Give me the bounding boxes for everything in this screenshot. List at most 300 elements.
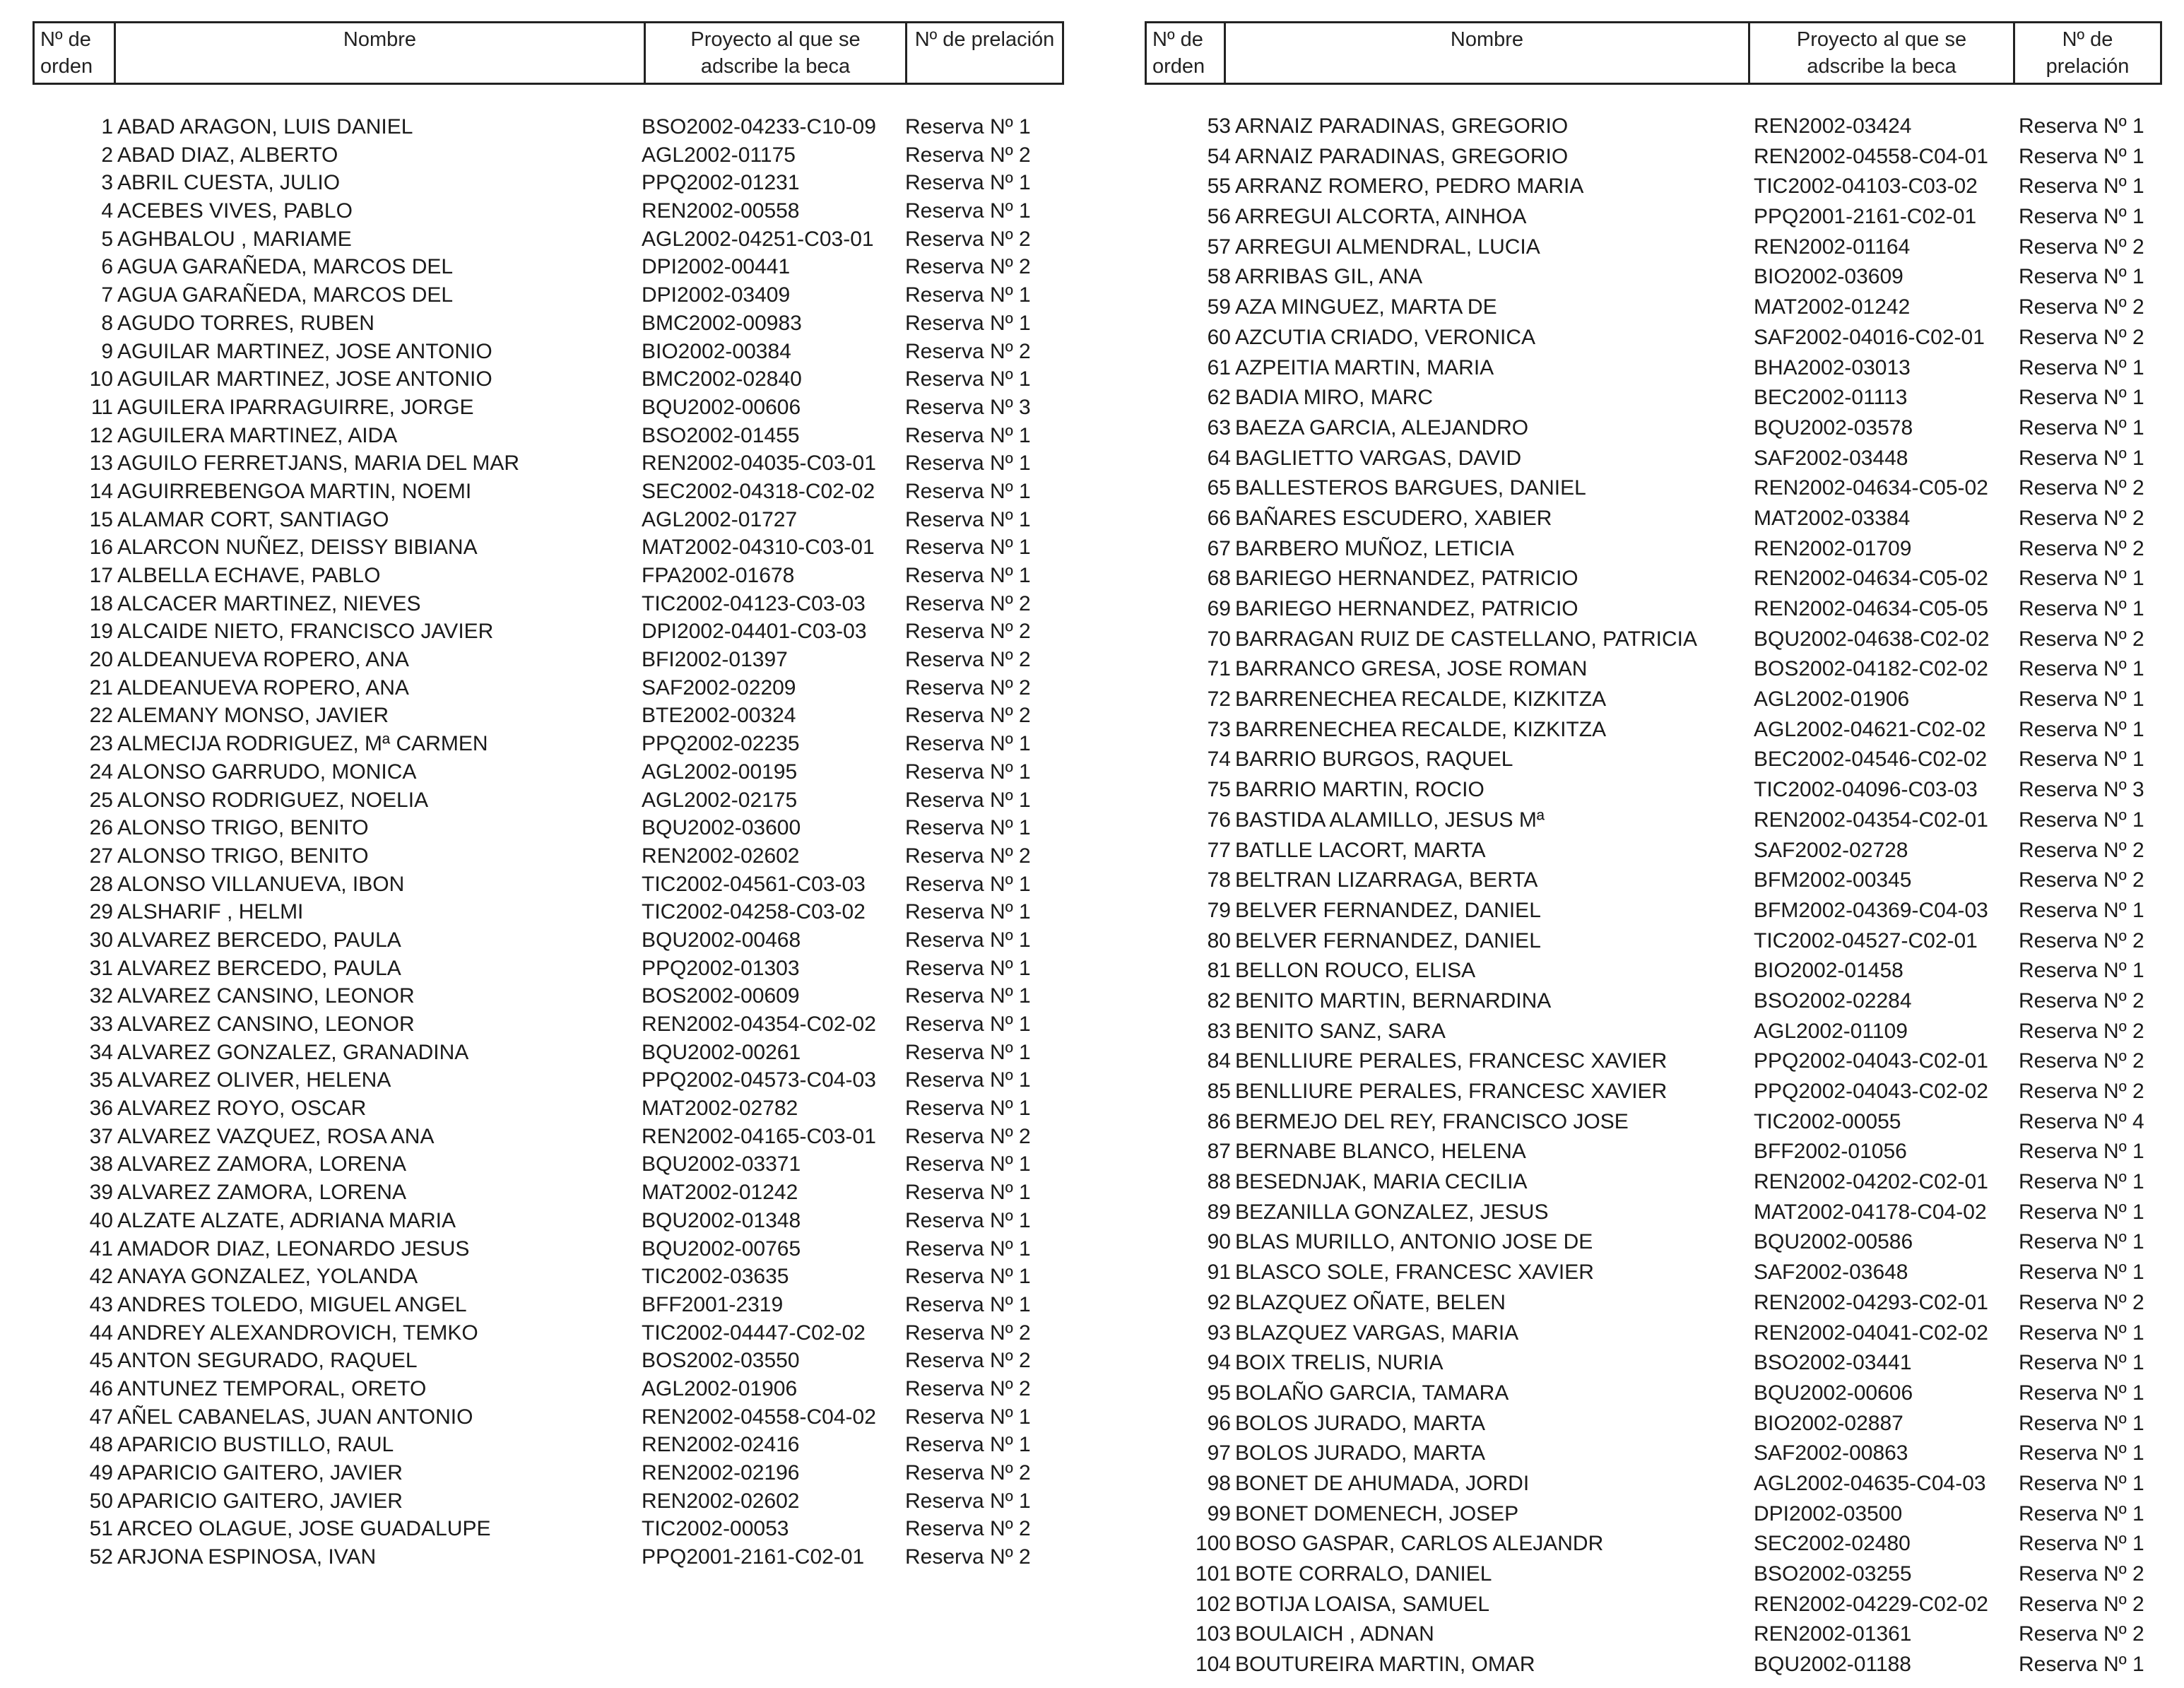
row-prelacion: Reserva Nº 1 [2019,717,2144,741]
row-prelacion: Reserva Nº 1 [905,451,1031,476]
row-name: BELVER FERNANDEZ, DANIEL [1235,898,1541,922]
row-name: ALVAREZ ZAMORA, LORENA [117,1152,406,1176]
row-name: BARIEGO HERNANDEZ, PATRICIO [1235,597,1578,620]
table-row [33,1375,1064,1403]
row-project: AGL2002-01175 [642,143,796,167]
row-project: MAT2002-01242 [642,1181,798,1205]
row-prelacion: Reserva Nº 3 [905,395,1031,419]
table-row [33,1123,1064,1151]
row-name: APARICIO BUSTILLO, RAUL [117,1433,394,1457]
row-prelacion: Reserva Nº 2 [905,1545,1031,1569]
row-number: 17 [89,564,113,587]
table-row [1145,1318,2162,1349]
row-number: 10 [89,367,113,391]
right-column [1145,21,2162,1680]
row-project: REN2002-00558 [642,199,800,223]
row-name: ALVAREZ VAZQUEZ, ROSA ANA [117,1124,435,1148]
table-row [1145,262,2162,293]
row-name: ANTON SEGURADO, RAQUEL [117,1349,418,1373]
row-prelacion: Reserva Nº 2 [2019,506,2144,530]
table-row [33,1066,1064,1094]
row-project: TIC2002-04258-C03-02 [642,900,866,924]
row-number: 48 [89,1433,113,1457]
row-project: AGL2002-04635-C04-03 [1754,1471,1986,1495]
table-row [33,1431,1064,1459]
row-name: AZA MINGUEZ, MARTA DE [1235,295,1497,319]
row-number: 34 [89,1040,113,1064]
table-row [33,478,1064,506]
row-project: BQU2002-04638-C02-02 [1754,627,1990,651]
table-row [33,1179,1064,1207]
table-row [33,281,1064,309]
row-name: AGUA GARAÑEDA, MARCOS DEL [117,283,454,307]
row-number: 55 [1207,175,1231,199]
table-row [1145,775,2162,805]
table-row [1145,323,2162,353]
row-number: 52 [89,1545,113,1569]
table-row [33,842,1064,870]
row-number: 71 [1207,657,1231,681]
row-number: 59 [1207,295,1231,319]
row-name: ALCAIDE NIETO, FRANCISCO JAVIER [117,620,494,644]
row-prelacion: Reserva Nº 2 [905,1376,1031,1400]
row-name: ANAYA GONZALEZ, YOLANDA [117,1265,418,1289]
row-number: 82 [1207,988,1231,1013]
row-number: 95 [1207,1381,1231,1405]
row-name: BARIEGO HERNANDEZ, PATRICIO [1235,567,1578,591]
row-project: REN2002-04229-C02-02 [1754,1592,1988,1616]
row-number: 30 [89,928,113,952]
table-row [1145,1227,2162,1258]
row-number: 54 [1207,144,1231,168]
row-number: 70 [1207,627,1231,651]
table-row [33,730,1064,758]
table-row [33,1291,1064,1319]
table-row [33,1487,1064,1516]
row-prelacion: Reserva Nº 1 [905,732,1031,756]
table-row [33,113,1064,141]
table-row [1145,383,2162,413]
row-prelacion: Reserva Nº 1 [905,1181,1031,1205]
row-name: ALARCON NUÑEZ, DEISSY BIBIANA [117,536,478,560]
row-prelacion: Reserva Nº 1 [905,423,1031,447]
row-name: ARCEO OLAGUE, JOSE GUADALUPE [117,1517,491,1541]
row-prelacion: Reserva Nº 1 [905,1013,1031,1036]
row-project: DPI2002-00441 [642,255,791,279]
header-nombre: Nombre [1226,23,1750,83]
row-project: DPI2002-04401-C03-03 [642,620,867,644]
table-row [1145,625,2162,655]
row-name: ARRIBAS GIL, ANA [1235,265,1423,289]
row-project: FPA2002-01678 [642,564,795,587]
table-row [33,1207,1064,1235]
row-project: REN2002-04354-C02-01 [1754,808,1988,832]
row-prelacion: Reserva Nº 1 [2019,1501,2144,1525]
row-name: BERNABE BLANCO, HELENA [1235,1140,1526,1164]
row-project: TIC2002-04561-C03-03 [642,872,866,896]
row-prelacion: Reserva Nº 2 [2019,868,2144,892]
row-number: 89 [1207,1200,1231,1224]
row-prelacion: Reserva Nº 3 [2019,778,2144,802]
table-row [1145,805,2162,836]
row-prelacion: Reserva Nº 1 [905,1489,1031,1513]
row-number: 3 [101,171,113,195]
row-number: 38 [89,1152,113,1176]
row-prelacion: Reserva Nº 1 [2019,808,2144,832]
table-row [33,253,1064,281]
row-project: BHA2002-03013 [1754,355,1911,379]
row-number: 86 [1207,1109,1231,1133]
row-prelacion: Reserva Nº 1 [905,900,1031,924]
table-row [1145,715,2162,745]
row-name: BLAZQUEZ OÑATE, BELEN [1235,1290,1506,1314]
row-prelacion: Reserva Nº 1 [905,1068,1031,1092]
row-number: 26 [89,816,113,840]
row-prelacion: Reserva Nº 2 [905,844,1031,868]
row-prelacion: Reserva Nº 1 [905,1265,1031,1289]
row-prelacion: Reserva Nº 1 [905,199,1031,223]
row-name: BARRIO BURGOS, RAQUEL [1235,748,1513,772]
row-name: AZPEITIA MARTIN, MARIA [1235,355,1494,379]
row-name: BONET DE AHUMADA, JORDI [1235,1471,1530,1495]
row-prelacion: Reserva Nº 2 [905,591,1031,615]
row-number: 8 [101,311,113,335]
row-number: 20 [89,648,113,672]
row-name: BLASCO SOLE, FRANCESC XAVIER [1235,1261,1594,1285]
row-name: ACEBES VIVES, PABLO [117,199,353,223]
row-prelacion: Reserva Nº 2 [2019,988,2144,1013]
row-prelacion: Reserva Nº 1 [2019,1653,2144,1677]
row-number: 7 [101,283,113,307]
table-row [33,1235,1064,1263]
row-project: BFM2002-00345 [1754,868,1912,892]
table-row [1145,232,2162,263]
row-number: 80 [1207,928,1231,952]
row-prelacion: Reserva Nº 1 [2019,1441,2144,1465]
row-prelacion: Reserva Nº 2 [2019,627,2144,651]
row-prelacion: Reserva Nº 1 [2019,1261,2144,1285]
row-project: PPQ2002-02235 [642,732,800,756]
row-number: 67 [1207,536,1231,560]
row-name: ALCACER MARTINEZ, NIEVES [117,591,421,615]
row-number: 31 [89,956,113,980]
row-name: AÑEL CABANELAS, JUAN ANTONIO [117,1405,473,1429]
row-number: 12 [89,423,113,447]
row-project: BQU2002-00586 [1754,1230,1913,1254]
row-number: 14 [89,479,113,503]
header-proyecto: Proyecto al que se adscribe la beca [646,23,907,83]
row-prelacion: Reserva Nº 1 [2019,1471,2144,1495]
row-name: BAGLIETTO VARGAS, DAVID [1235,446,1522,470]
table-row [1145,956,2162,986]
row-number: 36 [89,1097,113,1121]
table-row [33,365,1064,394]
row-prelacion: Reserva Nº 2 [2019,1049,2144,1073]
table-row [1145,896,2162,926]
table-row [33,169,1064,197]
table-row [1145,745,2162,775]
table-row [33,1039,1064,1067]
row-number: 100 [1195,1532,1231,1556]
table-row [33,786,1064,815]
row-number: 58 [1207,265,1231,289]
row-prelacion: Reserva Nº 1 [2019,898,2144,922]
row-name: ARREGUI ALCORTA, AINHOA [1235,205,1527,229]
table-row [33,926,1064,955]
table-row [33,197,1064,225]
row-prelacion: Reserva Nº 4 [2019,1109,2144,1133]
row-project: BQU2002-00606 [1754,1381,1913,1405]
row-number: 85 [1207,1080,1231,1103]
row-project: MAT2002-03384 [1754,506,1911,530]
row-name: ARNAIZ PARADINAS, GREGORIO [1235,144,1569,168]
row-project: BQU2002-00261 [642,1040,801,1064]
table-body [33,113,1064,1571]
table-row [33,1010,1064,1039]
table-row [33,309,1064,338]
row-project: BIO2002-01458 [1754,959,1903,983]
row-name: BOULAICH , ADNAN [1235,1622,1434,1646]
row-name: BENLLIURE PERALES, FRANCESC XAVIER [1235,1049,1667,1073]
row-name: BOIX TRELIS, NURIA [1235,1351,1444,1375]
row-prelacion: Reserva Nº 1 [905,816,1031,840]
row-name: BARRENECHEA RECALDE, KIZKITZA [1235,717,1607,741]
table-row [1145,594,2162,625]
row-number: 22 [89,704,113,728]
table-row [1145,293,2162,323]
row-name: BOTE CORRALO, DANIEL [1235,1562,1492,1586]
left-column [33,21,1064,1571]
row-name: ALONSO GARRUDO, MONICA [117,760,417,784]
row-prelacion: Reserva Nº 1 [2019,265,2144,289]
row-project: SAF2002-03448 [1754,446,1908,470]
row-prelacion: Reserva Nº 2 [2019,325,2144,349]
row-prelacion: Reserva Nº 1 [905,367,1031,391]
table-header [33,21,1064,85]
table-row [33,1150,1064,1179]
table-row [33,225,1064,254]
row-project: BMC2002-00983 [642,311,802,335]
row-project: REN2002-04354-C02-02 [642,1013,876,1036]
row-name: BESEDNJAK, MARIA CECILIA [1235,1170,1528,1194]
row-name: ALVAREZ GONZALEZ, GRANADINA [117,1040,469,1064]
row-number: 99 [1207,1501,1231,1525]
row-project: BQU2002-00468 [642,928,801,952]
table-row [1145,866,2162,896]
row-name: ALVAREZ ROYO, OSCAR [117,1097,367,1121]
row-number: 35 [89,1068,113,1092]
row-name: BERMEJO DEL REY, FRANCISCO JOSE [1235,1109,1629,1133]
table-row [1145,1439,2162,1469]
row-number: 68 [1207,567,1231,591]
table-row [33,338,1064,366]
row-project: TIC2002-04447-C02-02 [642,1321,866,1345]
row-name: AGUILERA IPARRAGUIRRE, JORGE [117,395,474,419]
row-name: BOLOS JURADO, MARTA [1235,1441,1485,1465]
row-name: ABAD ARAGON, LUIS DANIEL [117,115,413,138]
row-name: BOLAÑO GARCIA, TAMARA [1235,1381,1509,1405]
row-project: BOS2002-04182-C02-02 [1754,657,1988,681]
row-number: 23 [89,732,113,756]
row-number: 93 [1207,1321,1231,1345]
table-header [1145,21,2162,85]
row-project: PPQ2002-04043-C02-01 [1754,1049,1988,1073]
row-number: 62 [1207,386,1231,410]
table-row [1145,1077,2162,1107]
row-name: ARNAIZ PARADINAS, GREGORIO [1235,114,1569,138]
row-prelacion: Reserva Nº 1 [2019,386,2144,410]
row-name: ABRIL CUESTA, JULIO [117,171,341,195]
row-number: 4 [101,199,113,223]
row-prelacion: Reserva Nº 1 [2019,1140,2144,1164]
row-prelacion: Reserva Nº 2 [2019,1622,2144,1646]
row-project: DPI2002-03500 [1754,1501,1903,1525]
row-number: 94 [1207,1351,1231,1375]
table-row [33,141,1064,170]
row-prelacion: Reserva Nº 1 [2019,175,2144,199]
row-name: BLAZQUEZ VARGAS, MARIA [1235,1321,1519,1345]
row-project: REN2002-04634-C05-02 [1754,476,1988,500]
row-number: 25 [89,788,113,812]
row-project: REN2002-02602 [642,1489,800,1513]
row-prelacion: Reserva Nº 2 [2019,1562,2144,1586]
row-prelacion: Reserva Nº 2 [905,648,1031,672]
header-prelacion: Nº de prelación [914,28,1055,51]
row-prelacion: Reserva Nº 2 [905,1349,1031,1373]
row-project: REN2002-01164 [1754,235,1911,259]
row-prelacion: Reserva Nº 1 [2019,748,2144,772]
row-name: BENITO MARTIN, BERNARDINA [1235,988,1552,1013]
table-row [1145,1137,2162,1167]
table-row [33,1515,1064,1543]
row-number: 96 [1207,1411,1231,1435]
table-row [1145,1348,2162,1379]
table-row [1145,1288,2162,1318]
row-number: 15 [89,507,113,531]
row-prelacion: Reserva Nº 1 [905,507,1031,531]
row-name: ALSHARIF , HELMI [117,900,304,924]
row-project: SEC2002-02480 [1754,1532,1911,1556]
row-name: ARRANZ ROMERO, PEDRO MARIA [1235,175,1584,199]
row-name: AGUA GARAÑEDA, MARCOS DEL [117,255,454,279]
table-row [33,870,1064,899]
table-row [1145,1258,2162,1288]
row-prelacion: Reserva Nº 2 [905,227,1031,251]
table-row [33,1543,1064,1571]
row-project: REN2002-01709 [1754,536,1912,560]
row-project: MAT2002-04178-C04-02 [1754,1200,1987,1224]
row-project: BEC2002-01113 [1754,386,1908,410]
row-number: 40 [89,1208,113,1232]
row-number: 79 [1207,898,1231,922]
table-row [1145,1046,2162,1077]
row-project: REN2002-04202-C02-01 [1754,1170,1988,1194]
row-name: BALLESTEROS BARGUES, DANIEL [1235,476,1586,500]
row-number: 28 [89,872,113,896]
row-project: REN2002-02196 [642,1461,800,1485]
row-prelacion: Reserva Nº 2 [905,1461,1031,1485]
row-name: ANDREY ALEXANDROVICH, TEMKO [117,1321,478,1345]
row-prelacion: Reserva Nº 2 [905,339,1031,363]
row-project: REN2002-04558-C04-02 [642,1405,876,1429]
row-name: BELVER FERNANDEZ, DANIEL [1235,928,1541,952]
row-project: TIC2002-04096-C03-03 [1754,778,1978,802]
row-project: BOS2002-03550 [642,1349,800,1373]
table-row [1145,1107,2162,1138]
row-name: AGUILAR MARTINEZ, JOSE ANTONIO [117,367,492,391]
row-project: REN2002-04165-C03-01 [642,1124,876,1148]
row-project: BSO2002-01455 [642,423,800,447]
table-row [1145,1409,2162,1439]
row-prelacion: Reserva Nº 2 [905,675,1031,700]
row-project: BSO2002-03441 [1754,1351,1912,1375]
row-number: 75 [1207,778,1231,802]
row-prelacion: Reserva Nº 1 [905,872,1031,896]
row-prelacion: Reserva Nº 1 [2019,144,2144,168]
row-prelacion: Reserva Nº 1 [2019,1411,2144,1435]
row-number: 24 [89,760,113,784]
row-name: BOUTUREIRA MARTIN, OMAR [1235,1653,1535,1677]
row-name: AGUILAR MARTINEZ, JOSE ANTONIO [117,339,492,363]
row-prelacion: Reserva Nº 1 [905,536,1031,560]
row-prelacion: Reserva Nº 2 [905,255,1031,279]
row-number: 83 [1207,1019,1231,1043]
row-project: MAT2002-01242 [1754,295,1911,319]
row-project: AGL2002-01906 [642,1376,798,1400]
row-project: AGL2002-02175 [642,788,798,812]
row-project: SAF2002-02209 [642,675,796,700]
table-row [33,955,1064,983]
table-row [33,1403,1064,1432]
row-project: BSO2002-02284 [1754,988,1912,1013]
row-name: BEZANILLA GONZALEZ, JESUS [1235,1200,1549,1224]
row-project: REN2002-02416 [642,1433,800,1457]
row-number: 90 [1207,1230,1231,1254]
row-number: 47 [89,1405,113,1429]
table-row [33,982,1064,1010]
row-project: TIC2002-04123-C03-03 [642,591,866,615]
row-prelacion: Reserva Nº 1 [905,311,1031,335]
row-project: REN2002-04293-C02-01 [1754,1290,1988,1314]
row-number: 57 [1207,235,1231,259]
row-number: 73 [1207,717,1231,741]
row-name: ALONSO VILLANUEVA, IBON [117,872,405,896]
row-name: ALONSO TRIGO, BENITO [117,816,369,840]
row-prelacion: Reserva Nº 2 [2019,476,2144,500]
row-name: ARJONA ESPINOSA, IVAN [117,1545,377,1569]
row-name: BELTRAN LIZARRAGA, BERTA [1235,868,1538,892]
row-prelacion: Reserva Nº 2 [905,143,1031,167]
table-row [1145,1559,2162,1590]
row-name: ALBELLA ECHAVE, PABLO [117,564,381,587]
table-row [1145,564,2162,594]
row-prelacion: Reserva Nº 2 [905,704,1031,728]
row-name: BARBERO MUÑOZ, LETICIA [1235,536,1515,560]
table-row [1145,836,2162,866]
table-row [33,422,1064,450]
row-number: 9 [101,339,113,363]
row-name: BAEZA GARCIA, ALEJANDRO [1235,415,1529,439]
row-number: 74 [1207,748,1231,772]
row-number: 51 [89,1517,113,1541]
row-number: 97 [1207,1441,1231,1465]
row-number: 5 [101,227,113,251]
row-number: 77 [1207,838,1231,862]
row-prelacion: Reserva Nº 1 [2019,1321,2144,1345]
row-name: BELLON ROUCO, ELISA [1235,959,1476,983]
row-number: 45 [89,1349,113,1373]
row-prelacion: Reserva Nº 1 [905,283,1031,307]
